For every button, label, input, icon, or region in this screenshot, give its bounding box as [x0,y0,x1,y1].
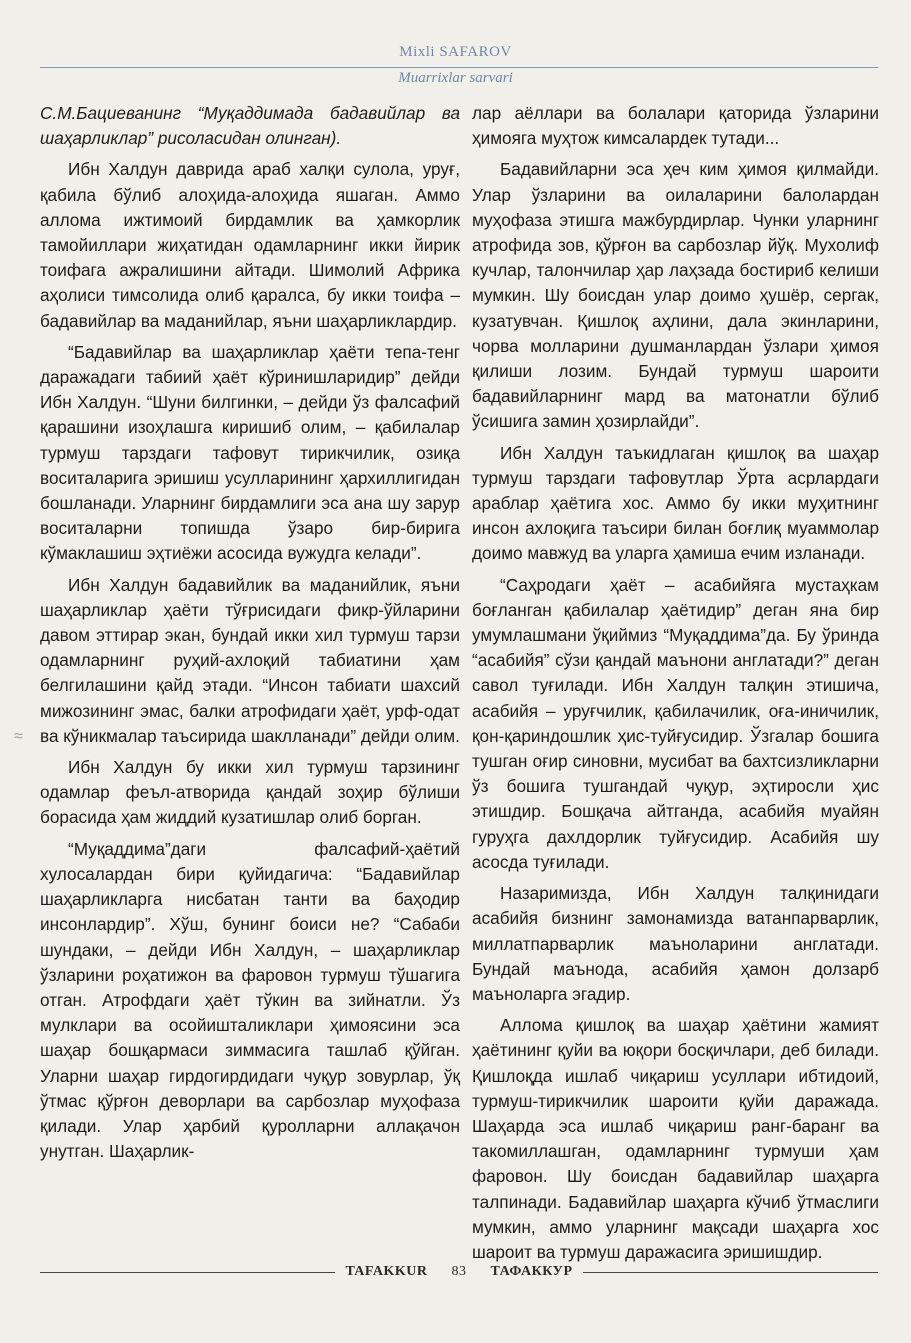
paragraph: Ибн Халдун таъкидлаган қишлоқ ва шаҳар турмуш тарздаги тафовутлар Ўрта асрлардаги араблар ҳаётига хос. Аммо бу икки муҳитнинг инсон ахлоқига таъсири билан боғлиқ муаммолар доимо мавжуд ва уларга ҳамиша ечим изланади. [472,442,879,564]
paragraph: Бадавийларни эса ҳеч ким ҳимоя қилмайди. Улар ўзларини ва оилаларини балолардан муҳофаза этишга мажбурдирлар. Чунки уларнинг атрофида зов, қўрғон ва сарбозлар йўқ. Мухолиф кучлар, талончилар ҳар лаҳзада бостириб келиши мумкин. Шу боисдан улар доимо ҳушёр, сергак, кузатувчан. Қишлоқ аҳлини, дала экинларини, чорва молларини душманлардан ўзлари ҳимоя қилиши лозим. Бундай турмуш шароити бадавийларнинг мард ва матонатли бўлиб ўсишига замин ҳозирлайди”. [472,159,879,432]
running-header-subtitle: Muarrixlar sarvari [398,70,513,86]
right-column [472,101,879,1271]
page-footer [40,1264,878,1280]
footer-rule-left [40,1272,335,1273]
footer-rule-right [583,1272,878,1273]
paragraph: Ибн Халдун бадавийлик ва маданийлик, яъни шаҳарликлар ҳаёти тўғрисидаги фикр-ўйларини давом эттирар экан, бундай икки хил турмуш тарзи одамларнинг руҳий-ахлоқий табиатини ҳам белгилашини қайд этади. “Инсон табиати шахсий мижозининг эмас, балки атрофидаги ҳаёт, урф-одат ва кўникмалар таъсирида шаклланади” дейди олим. [40,574,460,746]
running-header-author: Mixli SAFAROV [399,44,512,60]
footer-magazine-name-cyrillic: ТАФАККУР [490,1264,573,1279]
paragraph: Ибн Халдун бу икки хил турмуш тарзининг одамлар феъл-атворида қандай зоҳир бўлиши борасида ҳам жиддий кузатишлар олиб борган. [40,757,460,828]
paragraph: С.М.Бациеванинг “Муқаддимада бадавийлар ва шаҳарликлар” рисоласидан олинган). [40,103,460,149]
paragraph: “Саҳродаги ҳаёт – асабийяга мустаҳкам боғланган қабилалар ҳаётидир” деган яна бир умумлашмани ўқиймиз “Муқаддима”да. Бу ўринда “асабийя” сўзи қандай маънони англатади?” деган савол туғилади. Ибн Халдун талқин этишича, асабийя – уруғчилик, қабилачилик, оға-иничилик, қон-қариндошлик ҳис-туйғусидир. Ўзгалар бошига тушган оғир синовни, мусибат ва бахтсизликларни ўз бошига тушгандай чуқур, эҳтиросли ҳис этишдир. Бошқача айтганда, асабийя муайян гуруҳга дахлдорлик туйғусидир. Асабийя шу асосда туғилади. [472,574,879,872]
left-column [40,101,460,1170]
paragraph: Назаримизда, Ибн Халдун талқинидаги асабийя бизнинг замонамизда ватанпарварлик, миллатпарварлик маъноларини англатади. Бундай маънода, асабийя ҳамон долзарб маъноларга эгадир. [472,883,879,1004]
paragraph: “Бадавийлар ва шаҳарликлар ҳаёти тепа-тенг даражадаги табиий ҳаёт кўринишларидир” дейди Ибн Халдун. “Шуни билгинки, – дейди ўз фалсафий қарашини изоҳлашга киришиб олим, – қабилалар турмуш тарздаги тафовут тирикчилик, озиқа воситаларига эришиш усулларининг ҳархиллигидан бошланади. Уларнинг бирдамлиги эса ана шу зарур воситаларни топишда ўзаро бир-бирига кўмаклашиш эҳтиёжи асосида вужудга келади”. [40,341,460,564]
paragraph: Ибн Халдун даврида араб халқи сулола, уруғ, қабила бўлиб алоҳида-алоҳида яшаган. Аммо аллома ижтимоий бирдамлик ва ҳамкорлик тамойиллари жиҳатидан одамларнинг икки йирик тоифага ажралишини айтади. Шимолий Африка аҳолиси тимсолида олиб қаралса, бу икки тоифа – бадавийлар ва маданийлар, яъни шаҳарликлардир. [40,159,460,331]
page-number: 83 [451,1264,467,1279]
header-rule [40,67,878,68]
margin-mark: ≈ [14,728,23,745]
paragraph: Аллома қишлоқ ва шаҳар ҳаётини жамият ҳаётининг қуйи ва юқори босқичлари, деб билади. Қишлоқда ишлаб чиқариш усуллари ибтидоий, турмуш-тирикчилик шароити қуйи даражада. Шаҳарда эса ишлаб чиқариш ранг-баранг ва такомиллашган, одамларнинг турмуши ҳам фаровон. Шу боисдан бадавийлар шаҳарга талпинади. Бадавийлар шаҳарга кўчиб ўтмаслиги мумкин, аммо уларнинг мақсади шаҳарга хос шароит ва турмуш даражасига эришишдир. [472,1015,879,1262]
paragraph: лар аёллари ва болалари қаторида ўзларини ҳимояга муҳтож кимсалардек тутади... [472,103,879,149]
footer-magazine-name-latin: TAFAKKUR [345,1264,428,1279]
paragraph: “Муқаддима”даги фалсафий-ҳаётий хулосалардан бири қуйидагича: “Бадавийлар шаҳарликларга нисбатан танти ва баҳодир инсонлардир”. Хўш, бунинг боиси не? “Сабаби шундаки, – дейди Ибн Халдун, – шаҳарликлар ўзларини роҳатижон ва фаровон турмуш тўшагига отган. Атрофдаги ҳаёт тўкин ва зийнатли. Ўз мулклари ва осойишталиклари ҳимоясини эса шаҳар бошқармаси зиммасига ташлаб қўйган. Уларни шаҳар гирдогирдидаги чуқур зовурлар, ўқ ўтмас қўрғон деворлари ва сарбозлар муҳофаза қилади. Улар ҳарбий қуролларни аллақачон унутган. Шаҳарлик- [40,838,460,1162]
